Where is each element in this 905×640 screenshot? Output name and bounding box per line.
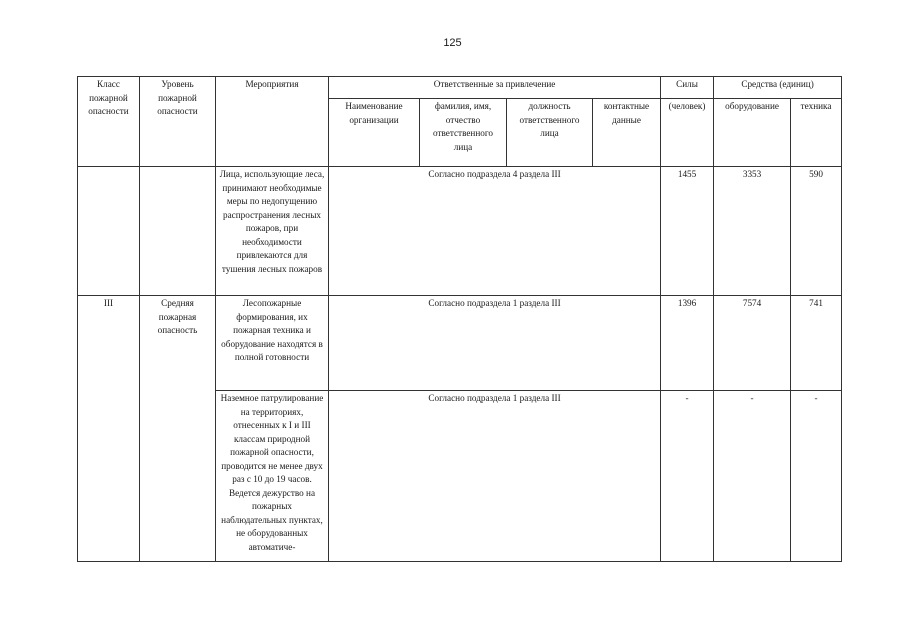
cell-equipment: 3353	[714, 167, 791, 296]
cell-forces: 1455	[661, 167, 714, 296]
header-forces: Силы	[661, 77, 714, 99]
cell-level: Средняя пожарная опасность	[140, 296, 216, 562]
table-row	[78, 167, 842, 296]
header-row-top	[78, 77, 842, 99]
header-org-name: Наименование организации	[329, 99, 420, 167]
cell-measure: Наземное патрулирование на территориях, отнесенных к I и III классам природной пожарной опасности, проводится не менее двух раз с 10 до 19 часов. Ведется дежурство на пожарных наблюдательных пунктах, не оборудованных автоматиче-	[216, 391, 329, 562]
header-full-name: фамилия, имя, отчество ответственного лица	[420, 99, 507, 167]
header-forces-unit: (человек)	[661, 99, 714, 167]
cell-responsible: Согласно подраздела 1 раздела III	[329, 296, 661, 391]
header-measures: Мероприятия	[216, 77, 329, 167]
table-row	[78, 296, 842, 391]
page-number: 125	[443, 37, 462, 49]
cell-vehicles: 741	[791, 296, 842, 391]
header-level: Уровень пожарной опасности	[140, 77, 216, 167]
cell-equipment: -	[714, 391, 791, 562]
header-equipment: оборудование	[714, 99, 791, 167]
header-responsible: Ответственные за привлечение	[329, 77, 661, 99]
cell-vehicles: 590	[791, 167, 842, 296]
cell-forces: -	[661, 391, 714, 562]
header-contacts: контактные данные	[593, 99, 661, 167]
cell-vehicles: -	[791, 391, 842, 562]
cell-responsible: Согласно подраздела 1 раздела III	[329, 391, 661, 562]
cell-class: III	[78, 296, 140, 562]
cell-responsible: Согласно подраздела 4 раздела III	[329, 167, 661, 296]
fire-danger-table	[77, 76, 842, 562]
header-class: Класс пожарной опасности	[78, 77, 140, 167]
cell-level	[140, 167, 216, 296]
header-vehicles: техника	[791, 99, 842, 167]
cell-class	[78, 167, 140, 296]
header-means: Средства (единиц)	[714, 77, 842, 99]
cell-measure: Лесопожарные формирования, их пожарная техника и оборудование находятся в полной готовности	[216, 296, 329, 391]
cell-equipment: 7574	[714, 296, 791, 391]
cell-forces: 1396	[661, 296, 714, 391]
cell-measure: Лица, использующие леса, принимают необходимые меры по недопущению распространения лесных пожаров, при необходимости привлекаются для тушения лесных пожаров	[216, 167, 329, 296]
header-position: должность ответственного лица	[507, 99, 593, 167]
